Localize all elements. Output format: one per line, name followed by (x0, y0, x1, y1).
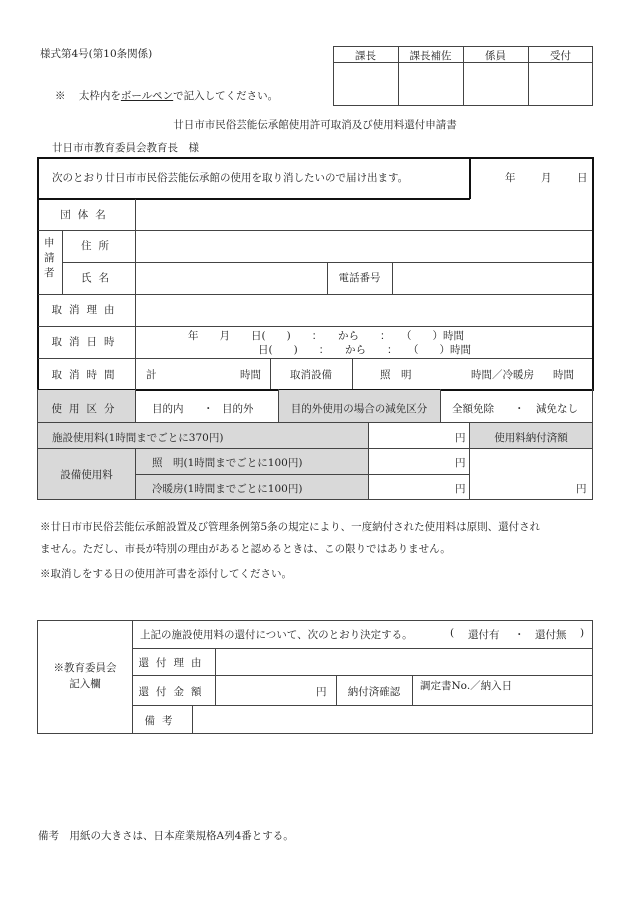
notice: ※ 太枠内をボールペンで記入してください。 (55, 90, 279, 102)
stamp-header-chief: 課長 (355, 50, 376, 62)
refund-dot: ・ (514, 629, 525, 641)
reduction-label: 目的外使用の場合の減免区分 (290, 403, 428, 415)
refund-yes[interactable]: 還付有 (468, 629, 500, 641)
hvac-fee-yen: 円 (455, 483, 466, 495)
refund-yen: 円 (316, 686, 327, 698)
equipment-label: 取消設備 (290, 369, 332, 381)
datetime-label: 取消日時 (51, 336, 122, 348)
duration-label: 取消時間 (51, 369, 122, 381)
equipment-fee-label: 設備使用料 (60, 469, 113, 481)
group-name-label: 団体名 (60, 209, 113, 221)
name-label: 氏名 (81, 272, 116, 284)
stamp-header-staff: 係員 (485, 50, 506, 62)
intro-text: 次のとおり廿日市市民俗芸能伝承館の使用を取り消したいので届け出ます。 (52, 172, 409, 184)
refund-amount-label: 還付金額 (138, 686, 209, 698)
reduction-full[interactable]: 全額免除 (452, 403, 494, 415)
note-2: ません。ただし、市長が特別の理由があると認めるときは、この限りではありません。 (40, 543, 451, 555)
applicant-label: 申請者 (44, 237, 55, 279)
paren-close: ) (580, 627, 585, 639)
lighting-label: 照 明 (380, 369, 412, 381)
group-name-field[interactable] (143, 203, 583, 227)
reduction-dot: ・ (514, 403, 525, 415)
address-field[interactable] (143, 235, 583, 259)
confirm-label: 納付済確認 (347, 686, 401, 698)
paid-amount-label: 使用料納付済額 (494, 432, 568, 444)
datetime-line-2[interactable]: 日( ) ： から ： （ ）時間 (258, 344, 471, 356)
board-label-2: 記入欄 (69, 678, 101, 690)
name-field[interactable] (143, 267, 323, 291)
note-1: ※廿日市市民俗芸能伝承館設置及び管理条例第5条の規定により、一度納付された使用料は原則、還付され (40, 521, 541, 533)
reduction-none[interactable]: 減免なし (536, 403, 578, 415)
usage-dot: ・ (203, 403, 214, 415)
phone-field[interactable] (396, 267, 586, 291)
phone-label: 電話番号 (338, 272, 381, 284)
lighting-fee-label: 照 明(1時間までごとに100円) (152, 457, 303, 469)
facility-fee-label: 施設使用料(1時間までごとに370円) (52, 432, 224, 444)
paren-open: ( (450, 627, 455, 639)
usage-out[interactable]: 目的外 (222, 403, 254, 415)
reason-field[interactable] (143, 299, 583, 323)
form-number: 様式第4号(第10条関係) (40, 48, 153, 60)
address-label: 住所 (81, 240, 116, 252)
footer-note: 備考 用紙の大きさは、日本産業規格A列4番とする。 (38, 830, 294, 842)
addressee: 廿日市市教育委員会教育長 様 (52, 142, 199, 154)
stamp-header-reception: 受付 (550, 50, 571, 62)
facility-fee-yen: 円 (455, 432, 466, 444)
lighting-fee-yen: 円 (455, 457, 466, 469)
invoice-label: 調定書No.／納入日 (420, 680, 513, 692)
date-year: 年 (505, 172, 516, 184)
usage-in[interactable]: 目的内 (152, 403, 184, 415)
page-title: 廿日市市民俗芸能伝承館使用許可取消及び使用料還付申請書 (173, 119, 457, 131)
usage-label: 使用区分 (51, 403, 122, 415)
hvac-hours-label: 時間／冷暖房 (471, 369, 534, 381)
note-3: ※取消しをする日の使用許可書を添付してください。 (40, 568, 292, 580)
refund-no[interactable]: 還付無 (535, 629, 567, 641)
datetime-line-1[interactable]: 年 月 日( ) ： から ： （ ）時間 (188, 330, 464, 342)
board-label-1: ※教育委員会 (53, 662, 117, 674)
hours-label-2: 時間 (553, 369, 574, 381)
date-month: 月 (541, 172, 552, 184)
total-label: 計 (146, 369, 157, 381)
hvac-fee-label: 冷暖房(1時間までごとに100円) (152, 483, 303, 495)
hours-label: 時間 (240, 369, 261, 381)
remarks-label: 備考 (144, 715, 180, 727)
stamp-header-assistant: 課長補佐 (409, 50, 452, 62)
date-day: 日 (577, 172, 588, 184)
reason-label: 取消理由 (51, 304, 122, 316)
decision-text: 上記の施設使用料の還付について、次のとおり決定する。 (140, 629, 413, 641)
refund-reason-label: 還付理由 (138, 657, 209, 669)
paid-amount-yen: 円 (576, 483, 587, 495)
